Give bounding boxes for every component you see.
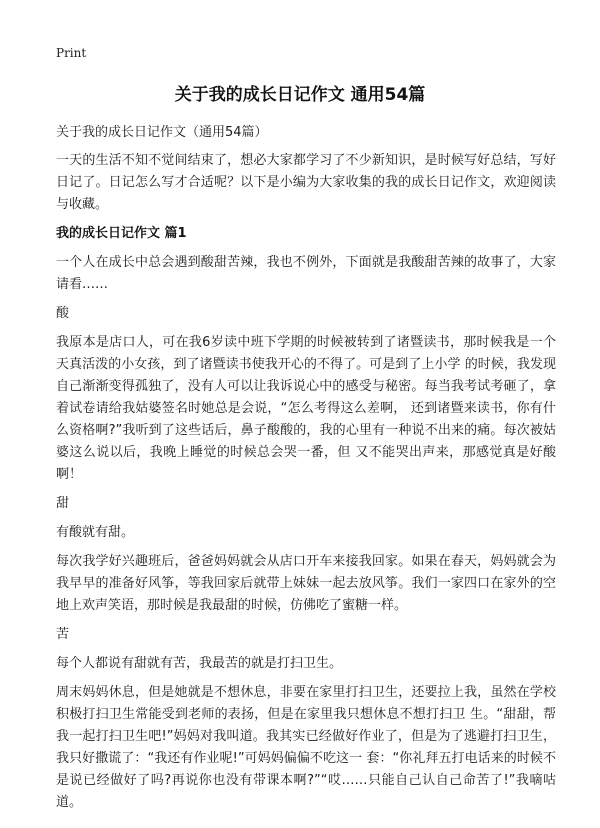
sweet-label: 甜 [56,496,70,511]
section-opening-paragraph: 一个人在成长中总会遇到酸甜苦辣，我也不例外，下面就是我酸甜苦辣的故事了，大家请看…… [56,255,556,292]
sour-label: 酸 [56,306,70,321]
document-title: 关于我的成长日记作文 通用54篇 [174,85,426,105]
intro-paragraph: 一天的生活不知不觉间结束了，想必大家都学习了不少新知识，是时候写好总结，写好日记了。日记怎么写才合适呢？以下是小编为大家收集的我的成长日记作文，欢迎阅读与收藏。 [56,153,556,212]
bitter-label: 苦 [56,627,70,642]
sour-paragraph: 我原本是店口人，可在我6岁读中班下学期的时候被转到了诸暨读书，那时候我是一个天真活泼的小女孩，到了诸暨读书使我开心的不得了。可是到了上小学 的时候，我发现自己渐渐变得孤独了，没有人可以让我诉说心中的感受与秘密。每当我考试考砸了，拿着试卷请给我姑婆签名时她总是会说，“怎么考得这么差啊， 还到诸暨来读书，你有什么资格啊?”我听到了这些话后，鼻子酸酸的，我的心里有一种说不出来的痛。每次被姑婆这么说以后，我晚上睡觉的时候总会哭一番，但 又不能哭出声来，那感觉真是好酸啊！ [56,335,556,482]
bitter-paragraph: 周末妈妈休息，但是她就是不想休息，非要在家里打扫卫生，还要拉上我，虽然在学校积极打扫卫生常能受到老师的表扬，但是在家里我只想休息不想打扫卫 生。“甜甜，帮我一起打扫卫生吧!”妈妈对我叫道。我其实已经做好作业了，但是为了逃避打扫卫生，我只好撒谎了：“我还有作业呢!”可妈妈偏偏不吃这一 套：“你礼拜五打电话来的时候不是说已经做好了吗?再说你也没有带课本啊?”“哎……只能自己认自己命苦了!”我嘀咕道。 [56,685,556,810]
section-heading: 我的成长日记作文 篇1 [56,226,187,241]
sweet-intro-paragraph: 有酸就有甜。 [56,525,135,540]
document-body [56,122,556,821]
sweet-paragraph: 每次我学好兴趣班后，爸爸妈妈就会从店口开车来接我回家。如果在春天，妈妈就会为我早早的准备好风筝，等我回家后就带上妹妹一起去放风筝。我们一家四口在家外的空地上欢声笑语，那时候是我最甜的时候，仿佛吃了蜜糖一样。 [56,554,556,613]
document-subtitle: 关于我的成长日记作文（通用54篇） [56,125,268,140]
print-link[interactable]: Print [56,46,87,60]
bitter-intro-paragraph: 每个人都说有甜就有苦，我最苦的就是打扫卫生。 [56,656,343,671]
